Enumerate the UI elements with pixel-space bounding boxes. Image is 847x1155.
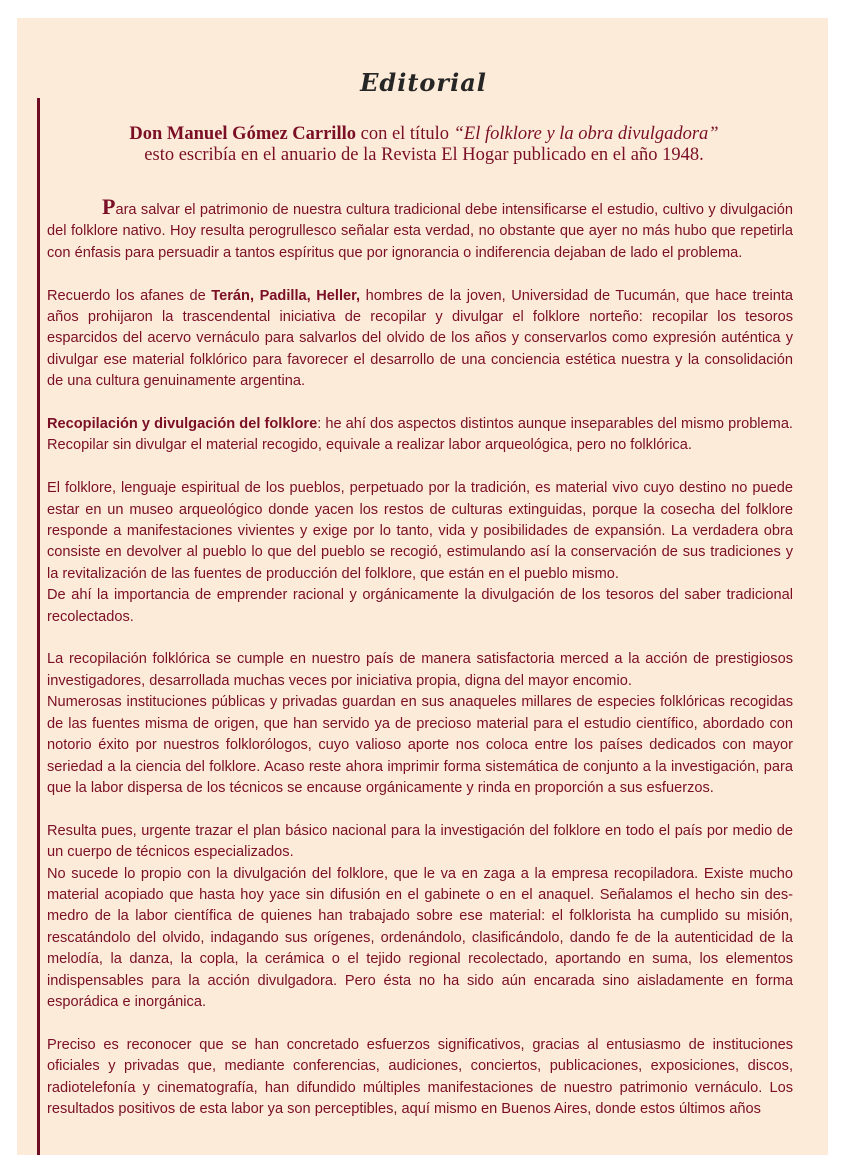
paragraph-7-text: Preciso es reconocer que se han concretado esfuerzos significativos, gracias al entusiasmo de instituciones oficiales y privadas que, mediante conferencias, audiciones, conciertos, publicaciones, exposiciones, discos, radiotelefonía y cinematografía, han difundido múltiples manifestaciones de nuestro patrimonio vernáculo. Los resultados positivos de esta labor ya son perceptibles, aquí mismo en Buenos Aires, donde estos últimos años	[47, 1036, 793, 1117]
article-body	[47, 194, 794, 1142]
intro-work-title: “El folklore y la obra divulgadora”	[453, 124, 719, 144]
paragraph-2-post: hombres de la joven, Universidad de Tucumán, que hace treinta años prohijaron la trascendental iniciativa de recopilar y divulgar el folklore norteño: recopilar los tesoros esparcidos del acervo vernáculo para salvarlos del olvido de los años y conservarlos como expresión auténtica y divulgar ese material folklórico para favorecer el desarrollo de una conciencia estética nuestra y la consolidación de una cultura genuinamente argentina.	[47, 287, 794, 390]
paragraph-3	[47, 414, 793, 457]
paragraph-2-bold: Terán, Padilla, Heller,	[211, 287, 361, 304]
page-title: Editorial	[360, 68, 487, 97]
paragraph-2-pre: Recuerdo los afanes de	[47, 287, 212, 304]
drop-cap: P	[102, 194, 116, 219]
intro-paragraph	[60, 124, 788, 166]
paragraph-4a: El folklore, lenguaje espiritual de los pueblos, perpetuado por la tradición, es material vivo cuyo destino no puede estar en un museo arqueológico donde yacen los restos de culturas extinguidas, porque la cosecha del folklore responde a manifestaciones vivientes y exige por lo tanto, vida y posibilidades de expansión. La verdadera obra consiste en devolver al pueblo lo que del pueblo se recogió, estimulando así la conservación de sus tradiciones y la revitalización de las fuentes de producción del folklore, que están en el pueblo mismo.	[47, 480, 793, 582]
paragraph-5	[47, 649, 793, 799]
paragraph-4	[47, 478, 793, 628]
paragraph-2	[47, 286, 793, 393]
paragraph-3-bold: Recopilación y divulgación del folklore	[47, 416, 318, 433]
intro-author: Don Manuel Gómez Carrillo	[129, 124, 356, 144]
paragraph-4b: De ahí la importancia de emprender racional y orgánicamente la divulgación de los tesoros del saber tradicional recolectados.	[47, 587, 793, 625]
intro-line-2: esto escribía en el anuario de la Revista El Hogar publicado en el año 1948.	[144, 145, 704, 165]
paragraph-3-post: : he ahí dos aspectos distintos aunque inseparables del mismo problema. Recopilar sin divulgar el material recogido, equivale a realizar labor arqueológica, pero no folklórica.	[47, 416, 793, 454]
intro-connector: con el título	[355, 124, 454, 144]
paragraph-7	[47, 1035, 793, 1121]
paragraph-6	[47, 821, 793, 1014]
paragraph-1	[47, 194, 793, 264]
paragraph-6a: Resulta pues, urgente trazar el plan básico nacional para la investigación del folklore en todo el país por medio de un cuerpo de técnicos especializados.	[47, 822, 793, 861]
paragraph-5b: Numerosas instituciones públicas y privadas guardan en sus anaqueles millares de especies folklóricas recogidas de las fuentes misma de origen, que han servido ya de precioso material para el estudio científico, abordado con notorio éxito por nuestros folklorólogos, cuyo valioso aporte nos coloca entre los países dedicados con mayor seriedad a la ciencia del folklore. Acaso reste ahora imprimir forma sistemática de conjunto a la investigación, para que la labor dispersa de los técnicos se encause orgánicamente y rinda en proporción a sus esfuerzos.	[47, 694, 793, 796]
paragraph-1-text: ara salvar el patrimonio de nuestra cultura tradicional debe intensificarse el estudio, cultivo y divulgación del folklore nativo. Hoy resulta perogrullesco señalar esta verdad, no obstante que ayer no más hubo que repetirla con énfasis para persuadir a tantos espíritus que por ignorancia o indiferencia dejaban de lado el problema.	[47, 202, 793, 261]
left-margin-rule	[37, 98, 40, 1155]
paragraph-6b: No sucede lo propio con la divulgación del folklore, que le va en zaga a la empresa recopiladora. Existe mucho material acopiado que hasta hoy yace sin difusión en el gabinete o en el anaquel. Señalamos el hecho sin desmedro de la labor científica de quienes han trabajado sobre ese material: el folklorista ha cumplido su misión, rescatándolo del olvido, indagando sus orígenes, ordenándolo, clasificándolo, dando fe de la autenticidad de la melodía, la danza, la copla, la cerámica o el tejido regional recolectado, aportando en suma, los elementos indispensables para la acción divulgadora. Pero ésta no ha sido aún encarada sino aisladamente en forma esporádica e inorgánica.	[47, 865, 793, 1010]
paragraph-5a: La recopilación folklórica se cumple en nuestro país de manera satisfactoria merced a la acción de prestigiosos investigadores, desarrollada muchas veces por iniciativa propia, digna del mayor encomio.	[47, 651, 793, 689]
